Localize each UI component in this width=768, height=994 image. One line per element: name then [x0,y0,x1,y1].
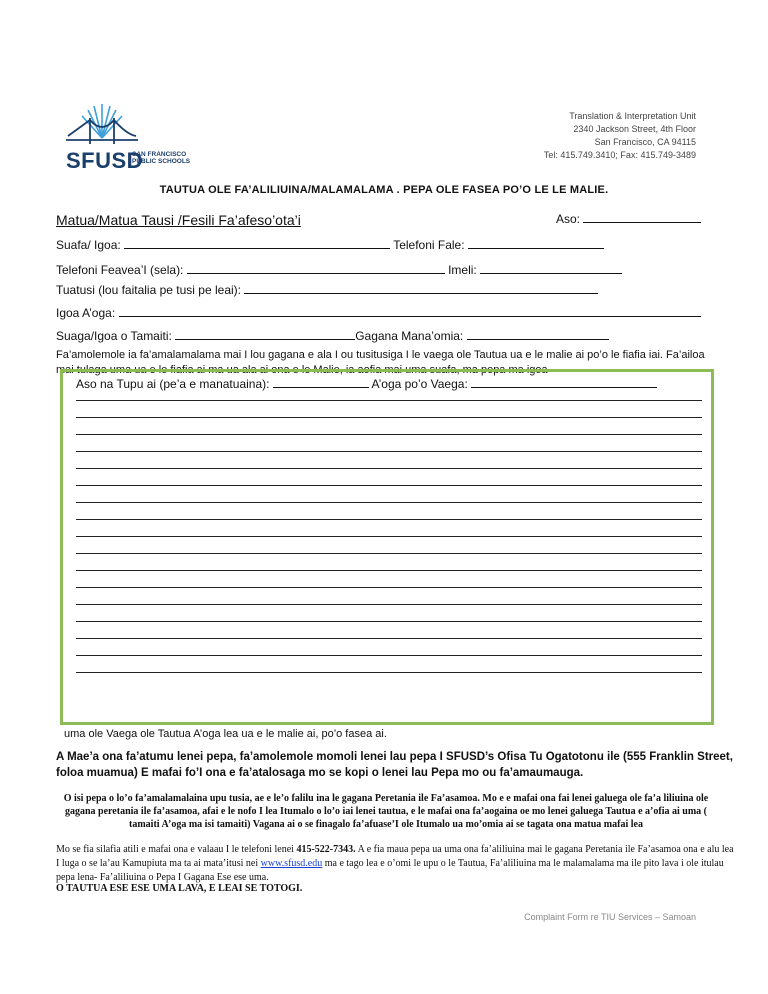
note-post: ma e tago lea e o’omi le upu o le Tautua, Fa’aliliuina ma le malamalama ma ile pito lava i ole itulau pepa lena- Fa’aliliuina o Pepa I Gagana Ese ese uma. [56,858,724,883]
homephone-blank[interactable] [468,238,604,249]
complaint-line[interactable] [76,570,702,571]
language-label: Gagana Mana’omia: [355,329,464,343]
complaint-line[interactable] [76,468,702,469]
box-header [76,377,657,391]
incident-date-label: Aso na Tupu ai (pe’a e manatuaina): [76,377,270,391]
address-blank[interactable] [244,283,598,294]
submit-notice: A Mae’a ona fa’atumu lenei pepa, fa’amolemole momoli lenei lau pepa I SFUSD’s Ofisa Tu Ogatotonu ile (555 Franklin Street, foloa muamua) E mafai fo’I ona e fa’atalosaga mo se kopi o lenei lau Pepa mo ou fa’amaumauga. [56,751,733,779]
date-label: Aso: [556,212,581,226]
instructions: Fa’amolemole ia fa’amalamalama mai I lou gagana e ala I ou tusitusiga I le vaega ole Tautua ua e le malie ai po’o le fiafia iai. Fa’ailoa mai tulaga uma ua e le fiafia ai ma ua ala ai ona e le Malie, ia aofia mai uma suafa, ma pepa ma igoa [56,349,705,376]
note-mid: A e fia maua pepa ua uma ona fa’aliliuina mai le gagana Peretania ile Fa’asamoa ona e alu lea I luga o se la’au Kamupiuta ma ta ai mata’itusi nei [56,844,734,869]
complaint-line[interactable] [76,587,702,588]
bridge-sun-icon [66,100,206,150]
note-pre: Mo se fia silafia atili e mafai ona e valaau I le telefoni lenei [56,844,297,855]
box-footer: uma ole Vaega ole Tautua A’oga lea ua e le malie ai, po’o fasea ai. [64,728,387,740]
email-label: Imeli: [448,263,477,277]
complaint-line[interactable] [76,621,702,622]
complaint-line[interactable] [76,434,702,435]
complaint-line[interactable] [76,485,702,486]
complaint-line[interactable] [76,672,702,673]
cell-row [56,263,622,277]
complaint-line[interactable] [76,451,702,452]
school-label: Igoa A’oga: [56,306,116,320]
date-blank[interactable] [583,212,701,223]
translation-notice: O isi pepa o lo’o fa’amalamalaina upu tusia, ae e le’o falilu ina le gagana Peretania ile Fa’asamoa. Mo e e mafai ona fai lenei galuega ole fa’a liliuina ole gagana peretania ile fa’asamoa, afai e le nofo I lea Itumalo o lo’o iai lenei tautua, e le mafai ona fa’aogaina oe mo lenei galuega Tautua e a’ofia ai uma ( tamaiti A’oga ma isi tamaiti) Vagana ai o se finagalo fa’afuase’I ole Itumalo ua mo’omia ai se tagata ona matua mafai lea [63,793,709,830]
website-link[interactable]: www.sfusd.edu [260,858,323,869]
unit-address [544,110,696,162]
email-blank[interactable] [480,263,622,274]
address-line: Tel: 415.749.3410; Fax: 415.749-3489 [543,150,696,160]
contact-note [56,843,736,885]
free-service-notice: O TAUTUA ESE ESE UMA LAVA, E LEAI SE TOTOGI. [56,883,303,894]
complaint-line[interactable] [76,400,702,401]
name-label: Suafa/ Igoa: [56,238,121,252]
complaint-line[interactable] [76,553,702,554]
school-section-label: A’oga po’o Vaega: [371,377,468,391]
name-blank[interactable] [124,238,390,249]
student-row [56,329,609,343]
school-row [56,306,701,320]
complaint-line[interactable] [76,536,702,537]
school-section-blank[interactable] [471,377,657,388]
address-label: Tuatusi [56,283,95,297]
address-line: San Francisco, CA 94115 [594,137,696,147]
address-line: Translation & Interpretation Unit [569,111,696,121]
complaint-line[interactable] [76,417,702,418]
address-line: 2340 Jackson Street, 4th Floor [573,124,696,134]
complaint-line[interactable] [76,638,702,639]
parent-contact-label: Matua/Matua Tausi /Fesili Fa’afeso’ota’i [56,212,301,228]
date-field[interactable] [556,212,701,226]
logo-text: SFUSD [66,148,144,173]
form-title: TAUTUA OLE FA’ALILIUINA/MALAMALAMA . PEPA OLE FASEA PO’O LE LE MALIE. [159,184,609,196]
address-row [56,283,598,297]
complaint-line[interactable] [76,519,702,520]
school-blank[interactable] [119,306,701,317]
address-note: (lou faitalia pe tusi pe leai): [94,283,241,297]
page-footer: Complaint Form re TIU Services – Samoan [524,912,696,922]
incident-date-blank[interactable] [273,377,369,388]
complaint-line[interactable] [76,655,702,656]
homephone-label: Telefoni Fale: [393,238,465,252]
cell-blank[interactable] [187,263,445,274]
name-row [56,238,604,252]
logo-subtext: SAN FRANCISCO PUBLIC SCHOOLS [132,151,191,165]
student-blank[interactable] [175,329,355,340]
cell-label: Telefoni Feavea’I (sela): [56,263,184,277]
language-blank[interactable] [467,329,609,340]
phone-number: 415-522-7343. [296,844,356,855]
student-label: Suaga/Igoa o Tamaiti: [56,329,172,343]
complaint-line[interactable] [76,502,702,503]
complaint-line[interactable] [76,604,702,605]
